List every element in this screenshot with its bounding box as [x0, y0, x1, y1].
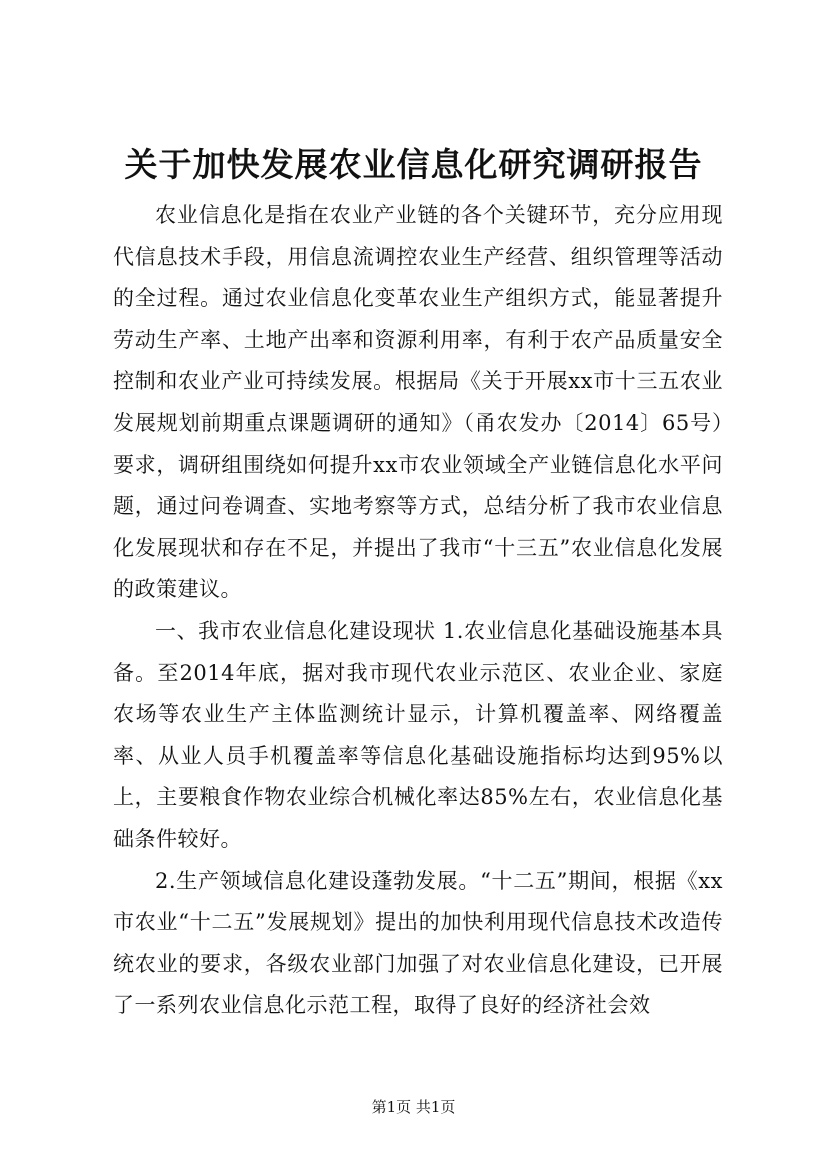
page-footer: 第1页 共1页 — [371, 1098, 456, 1116]
paragraph-section-2: 2.生产领域信息化建设蓬勃发展。“十二五”期间，根据《xx市农业“十二五”发展规划》提出的加快利用现代信息技术改造传统农业的要求，各级农业部门加强了对农业信息化建设，已开展了一系列农业信息化示范工程，取得了良好的经济社会效 — [113, 868, 723, 1018]
document-title: 关于加快发展农业信息化研究调研报告 — [124, 145, 703, 184]
paragraph-intro: 农业信息化是指在农业产业链的各个关键环节，充分应用现代信息技术手段，用信息流调控农业生产经营、组织管理等活动的全过程。通过农业信息化变革农业生产组织方式，能显著提升劳动生产率、土地产出率和资源利用率，有利于农产品质量安全控制和农业产业可持续发展。根据局《关于开展xx市十三五农业发展规划前期重点课题调研的通知》（甬农发办〔2014〕65号）要求，调研组围绕如何提升xx市农业领域全产业链信息化水平问题，通过问卷调查、实地考察等方式，总结分析了我市农业信息化发展现状和存在不足，并提出了我市“十三五”农业信息化发展的政策建议。 — [113, 203, 723, 602]
paragraph-section-1: 一、我市农业信息化建设现状 1.农业信息化基础设施基本具备。至2014年底，据对我市现代农业示范区、农业企业、家庭农场等农业生产主体监测统计显示，计算机覆盖率、网络覆盖率、从业人员手机覆盖率等信息化基础设施指标均达到95%以上，主要粮食作物农业综合机械化率达85%左右，农业信息化基础条件较好。 — [113, 618, 723, 851]
document-body — [113, 195, 723, 1027]
